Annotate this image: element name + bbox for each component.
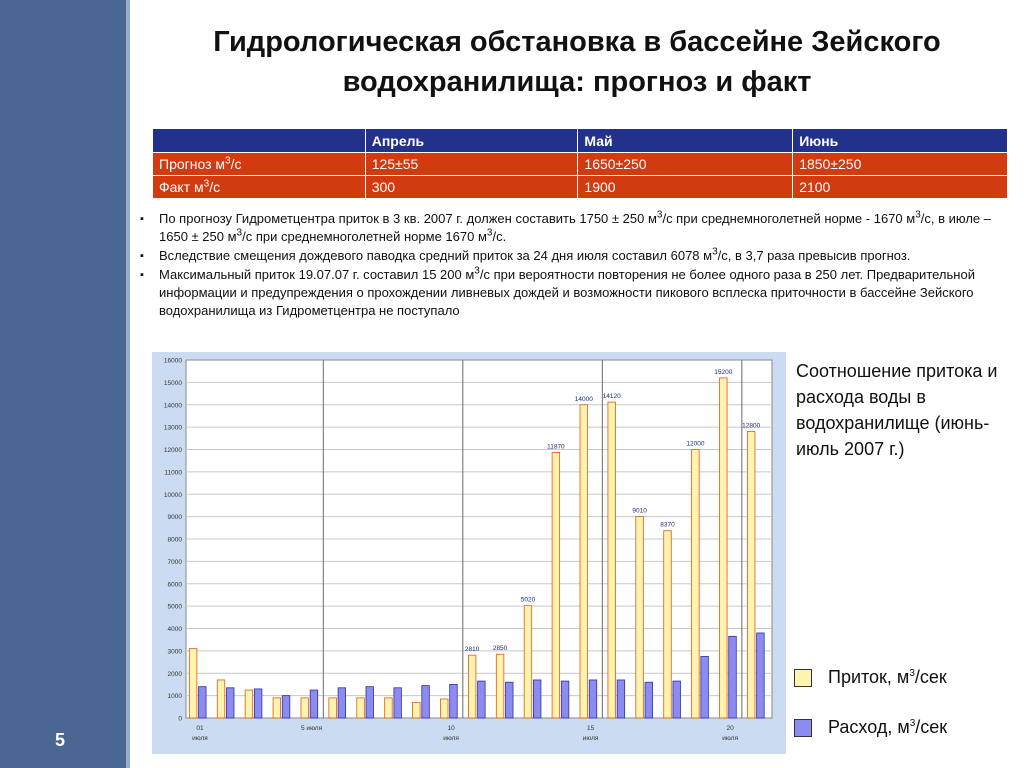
title-line-1: Гидрологическая обстановка в бассейне Зейского — [213, 26, 941, 58]
data-label: 14000 — [574, 395, 593, 403]
legend-label — [828, 717, 947, 738]
inflow-bar — [357, 698, 365, 718]
bullet-text: /с, в июле – 1650 ± 250 м — [159, 211, 991, 244]
legend-swatch-inflow — [794, 669, 812, 687]
table-cell: 125±55 — [365, 153, 578, 176]
bullet-sup: 3 — [486, 227, 493, 239]
table-row — [153, 176, 1008, 199]
bullet-sup: 3 — [915, 209, 921, 221]
inflow-bar — [217, 680, 225, 718]
bullet-text: По прогнозу Гидрометцентра приток в 3 кв. 2007 г. должен составить 1750 ± 250 м — [159, 211, 657, 226]
data-label: 15200 — [714, 368, 733, 376]
table-header-cell: Июнь — [793, 129, 1008, 153]
table-cell: 2100 — [793, 176, 1008, 199]
data-label: 12800 — [742, 422, 761, 430]
bullet-text: /с при вероятности повторения не более одного раза в 250 лет. Предварительной информации и предупреждения о прохождении ливневых дождей и возможности пикового всплеска приточности в бассейне Зейского водохранилища из Гидрометцентра не поступало — [159, 267, 975, 318]
row-label-unit: /с — [230, 156, 242, 172]
bullet-text: /с. — [492, 229, 507, 244]
y-tick-label: 1000 — [167, 693, 182, 701]
y-tick-label: 10000 — [163, 491, 182, 499]
row-label-text: Факт м — [159, 179, 204, 195]
outflow-bar — [282, 696, 290, 718]
legend-label — [828, 667, 947, 688]
table-cell: 1850±250 — [793, 153, 1008, 176]
chart-caption: Соотношение притока и расхода воды в водохранилище (июнь-июль 2007 г.) — [796, 361, 998, 459]
outflow-bar — [254, 689, 262, 718]
y-tick-label: 3000 — [167, 648, 182, 656]
slide-sidebar — [0, 0, 126, 768]
outflow-bar — [701, 656, 709, 718]
data-label: 8370 — [660, 521, 675, 529]
outflow-bar — [757, 633, 765, 718]
inflow-bar — [552, 452, 560, 718]
outflow-bar — [338, 688, 346, 718]
bullet-marker: ▪ — [140, 250, 144, 262]
x-tick-sublabel: июля — [582, 735, 599, 742]
inflow-bar — [468, 655, 476, 718]
x-tick-label: 5 июля — [301, 725, 323, 732]
row-label-fact — [153, 176, 366, 199]
bullet-list — [140, 210, 1012, 321]
legend-unit: /сек — [915, 717, 948, 737]
outflow-bar — [617, 680, 625, 718]
table-cell: 300 — [365, 176, 578, 199]
inflow-bar — [440, 699, 448, 718]
inflow-bar — [413, 702, 421, 718]
table-cell: 1650±250 — [578, 153, 793, 176]
outflow-bar — [478, 681, 486, 718]
sidebar-edge — [126, 0, 130, 768]
y-tick-label: 15000 — [163, 379, 182, 387]
legend-sup: 3 — [909, 718, 916, 729]
inflow-bar — [273, 698, 281, 718]
x-tick-sublabel: июля — [192, 735, 208, 742]
bullet-marker: ▪ — [140, 213, 144, 225]
bullet-text: /с, в 3,7 раза превысив прогноз. — [717, 248, 911, 263]
table-header-cell: Апрель — [365, 129, 578, 153]
outflow-bar — [673, 681, 681, 718]
data-label: 12000 — [686, 440, 705, 448]
table-row — [153, 153, 1008, 176]
y-tick-label: 5000 — [167, 603, 182, 611]
inflow-bar — [245, 690, 253, 718]
table-cell: 1900 — [578, 176, 793, 199]
y-tick-label: 8000 — [167, 536, 182, 544]
y-tick-label: 11000 — [164, 469, 182, 477]
outflow-bar — [199, 687, 207, 718]
row-label-text: Прогноз м — [159, 156, 226, 172]
bullet-item — [140, 210, 1012, 246]
bullet-text: Максимальный приток 19.07.07 г. составил 15 200 м — [159, 267, 475, 282]
y-tick-label: 4000 — [167, 626, 182, 633]
legend-item-outflow — [794, 718, 1014, 740]
chart-svg — [152, 352, 786, 754]
y-tick-label: 0 — [178, 715, 182, 723]
outflow-bar — [561, 681, 569, 718]
bullet-sup: 3 — [656, 209, 663, 221]
outflow-bar — [645, 682, 653, 718]
row-label-unit: /с — [209, 179, 221, 195]
outflow-bar — [729, 636, 737, 718]
inflow-bar — [692, 450, 700, 719]
bullet-item — [140, 247, 1012, 265]
y-tick-label: 2000 — [167, 670, 182, 678]
bullet-sup: 3 — [236, 227, 243, 239]
legend-unit: /сек — [914, 667, 947, 687]
bullet-marker: ▪ — [140, 269, 144, 281]
inflow-bar — [301, 698, 309, 718]
outflow-bar — [394, 688, 402, 718]
inflow-bar — [636, 516, 644, 718]
table-header-row — [153, 129, 1008, 153]
row-label-sup: 3 — [225, 155, 231, 167]
bullet-text: /с при среднемноголетней норме 1670 м — [242, 229, 487, 244]
x-tick-sublabel: июля — [722, 735, 738, 742]
data-label: 11870 — [547, 443, 565, 451]
page-number: 5 — [54, 730, 65, 750]
row-label-forecast — [153, 153, 366, 176]
bullet-sup: 3 — [474, 265, 480, 277]
legend-item-inflow — [794, 668, 1014, 690]
x-tick-sublabel: июля — [443, 735, 459, 742]
table-header-cell — [153, 129, 366, 153]
bullet-sup: 3 — [712, 246, 718, 258]
y-tick-label: 6000 — [167, 581, 182, 589]
slide-title — [150, 22, 1004, 102]
inflow-bar — [720, 378, 728, 718]
data-label: 5020 — [520, 596, 536, 604]
outflow-bar — [366, 687, 374, 718]
y-tick-label: 13000 — [163, 424, 182, 432]
forecast-fact-table — [152, 128, 1008, 199]
outflow-bar — [506, 682, 514, 718]
outflow-bar — [450, 684, 458, 718]
legend-label-text: Расход, м — [828, 717, 910, 737]
y-tick-label: 12000 — [163, 447, 182, 454]
data-label: 2810 — [464, 646, 480, 654]
bullet-text: /с при среднемноголетней норме - 1670 м — [662, 211, 916, 226]
y-tick-label: 7000 — [167, 558, 182, 566]
x-tick-label: 20 — [726, 725, 734, 732]
table-header-cell: Май — [578, 129, 793, 153]
inflow-bar — [524, 606, 532, 718]
inflow-bar — [189, 649, 197, 718]
x-tick-label: 01 — [196, 725, 204, 732]
inflow-bar — [608, 402, 616, 718]
inflow-outflow-chart — [152, 352, 786, 754]
data-label: 9010 — [632, 507, 647, 515]
x-tick-label: 10 — [447, 725, 455, 732]
inflow-bar — [385, 698, 393, 718]
bullet-item — [140, 266, 1012, 320]
outflow-bar — [310, 690, 318, 718]
inflow-bar — [580, 405, 588, 718]
inflow-bar — [329, 698, 337, 718]
bullet-text: Вследствие смещения дождевого паводка средний приток за 24 дня июля составил 6078 м — [159, 248, 713, 263]
legend-sup: 3 — [909, 668, 915, 679]
inflow-bar — [496, 654, 504, 718]
y-tick-label: 9000 — [167, 514, 182, 522]
y-tick-label: 16000 — [163, 357, 182, 365]
outflow-bar — [226, 688, 234, 718]
legend-label-text: Приток, м — [828, 667, 910, 687]
outflow-bar — [533, 680, 541, 718]
data-label: 14120 — [602, 393, 621, 401]
y-tick-label: 14000 — [163, 402, 182, 410]
title-line-2: водохранилища: прогноз и факт — [342, 66, 812, 98]
outflow-bar — [422, 686, 430, 718]
x-tick-label: 15 — [587, 725, 595, 732]
inflow-bar — [747, 432, 755, 718]
inflow-bar — [664, 531, 672, 718]
data-label: 2850 — [492, 645, 508, 653]
outflow-bar — [589, 680, 597, 718]
legend-swatch-outflow — [794, 719, 812, 737]
row-label-sup: 3 — [203, 178, 210, 190]
